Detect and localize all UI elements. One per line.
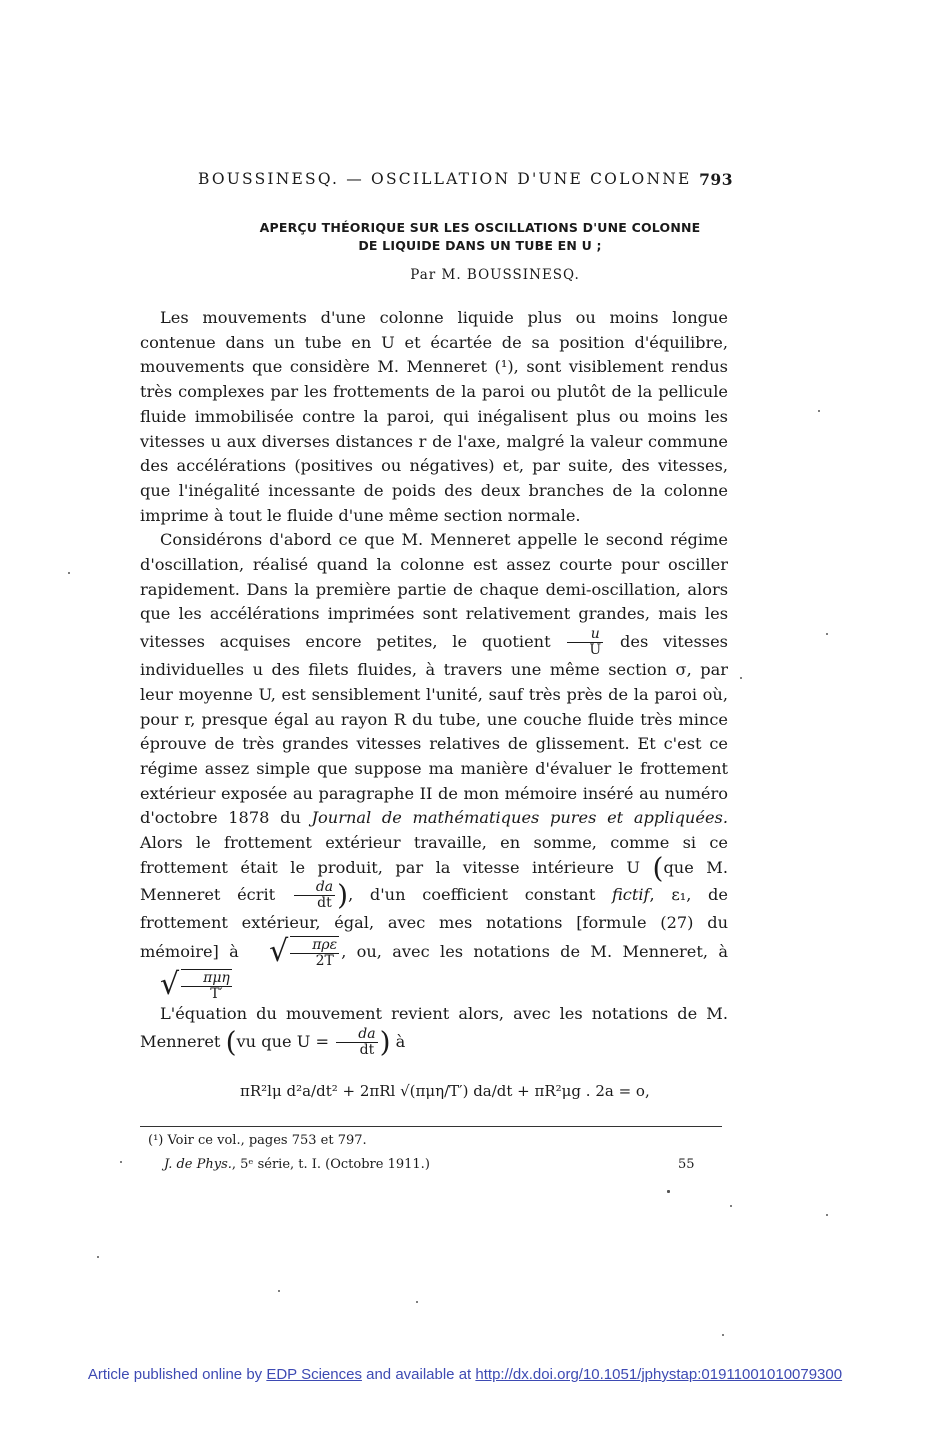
journal-title: J. de Phys. [164,1157,232,1172]
fraction-numerator: da [294,880,335,896]
footnote-divider [140,1126,722,1127]
article-title [150,219,810,255]
scan-speck [278,1290,280,1292]
paragraph-2-part-g: , ou, avec les notations de M. Menneret, à [341,942,728,962]
paragraph-3 [140,1002,728,1058]
scan-speck [97,1256,99,1258]
paragraph-2 [140,528,728,1002]
paragraph-2-part-c: Alors le frottement extérieur travaille, en somme, comme si ce frottement était le produit, par la vitesse intérieure U [140,833,728,877]
scan-speck [120,1161,122,1163]
radical-sign: √ [160,967,180,1003]
footnote: (¹) Voir ce vol., pages 753 et 797. [148,1133,367,1148]
scan-speck [730,1205,732,1207]
folio-number: 55 [678,1157,695,1172]
sqrt-expression-1 [249,936,341,969]
fraction-denominator: U [589,642,602,659]
page-number: 793 [699,170,733,189]
running-title: BOUSSINESQ. — OSCILLATION D'UNE COLONNE [198,170,692,188]
fraction-denominator: dt [317,895,332,912]
fraction-da-dt [294,880,335,911]
sqrt-fraction-2 [181,969,232,1002]
scan-speck [68,572,70,574]
scan-speck [667,1190,670,1193]
scan-speck [826,1214,828,1216]
article-body [140,306,728,1058]
title-line-1: APERÇU THÉORIQUE SUR LES OSCILLATIONS D'UNE COLONNE [259,220,701,235]
scan-speck [722,1334,724,1336]
scan-speck [740,677,742,679]
fraction-numerator: πμη [181,971,232,987]
paragraph-3-part-c: à [395,1031,406,1051]
fraction-da-dt [336,1027,377,1058]
sqrt-fraction-1 [290,936,339,969]
paragraph-2-part-a: Considérons d'abord ce que M. Menneret appelle le second régime d'oscillation, réalisé quand la colonne est assez courte pour osciller rapidement. Dans la première partie de chaque demi-oscillation, alors que les accélérations imprimées sont relativement grandes, mais les vitesses acquises encore petites, le quotient [140,530,728,652]
paragraph-1: Les mouvements d'une colonne liquide plus ou moins longue contenue dans un tube en U et écartée de sa position d'équilibre, mouvements que considère M. Menneret (¹), sont visiblement rendus très complexes par les frottements de la paroi ou plutôt de la pellicule fluide immobilisée contre la paroi, qui inégalisent plus ou moins les vitesses u aux diverses distances r de l'axe, malgré la valeur commune des accélérations (positives ou négatives) et, par suite, des vitesses, que l'inégalité incessante de poids des deux branches de la colonne imprime à tout le fluide d'une même section normale. [140,308,728,525]
byline: Par M. BOUSSINESQ. [410,267,580,283]
scan-speck [818,410,820,412]
paragraph-3-part-a: L'équation du mouvement revient alors, avec les notations de M. Menneret [140,1004,728,1051]
radical-sign: √ [269,934,289,970]
paragraph-2-part-f: , ε₁, de frottement extérieur, égal, avec mes notations [formule (27) du mémoire] à [140,885,728,962]
fraction-numerator: da [336,1027,377,1043]
close-paren: ) [379,1025,391,1059]
title-line-2: DE LIQUIDE DANS UN TUBE EN U ; [358,238,602,253]
paragraph-2-part-b: des vitesses individuelles u des filets fluides, à travers une même section σ, par leur moyenne U, est sensiblement l'unité, sauf très près de la paroi où, pour r, presque égal au rayon R du tube, une couche fluide très mince éprouve de très grandes vitesses relatives de glissement. Et c'est ce régime assez simple que suppose ma manière d'évaluer le frottement extérieur exposée au paragraphe II de mon mémoire inséré au numéro d'octobre 1878 du [140,632,728,828]
fraction-u-over-U [567,627,603,658]
journal-name: Journal de mathématiques pures et appliquées. [311,808,728,828]
notice-prefix: Article published online by [87,1366,263,1383]
fraction-numerator: u [567,627,603,643]
notice-middle: and available at [366,1366,472,1383]
open-paren: ( [225,1025,237,1059]
journal-details: , 5ᵉ série, t. I. (Octobre 1911.) [231,1157,430,1172]
fraction-numerator: πρε [290,938,339,954]
fraction-denominator: 2T [315,953,334,970]
sqrt-expression-2 [140,969,234,1002]
fraction-denominator: T′ [210,986,223,1003]
close-paren: ) [337,878,349,912]
publication-notice [0,1366,930,1383]
motion-equation: πR²lμ d²a/dt² + 2πRl √(πμη/T′) da/dt + πR²μg . 2a = o, [240,1082,650,1100]
journal-reference [164,1157,430,1172]
paragraph-2-part-e: , d'un coefficient constant [348,885,596,905]
doi-link[interactable]: http://dx.doi.org/10.1051/jphystap:01911001010079300 [475,1366,843,1383]
fraction-denominator: dt [359,1041,375,1058]
paragraph-3-part-b: vu que U = [236,1031,330,1051]
scan-speck [416,1301,418,1303]
publisher-link[interactable]: EDP Sciences [266,1366,362,1383]
paragraph-2-part-d: que M. Menneret écrit [140,857,728,905]
fictif-word: fictif [612,885,650,905]
open-paren: ( [652,851,664,885]
scan-speck [826,633,828,635]
